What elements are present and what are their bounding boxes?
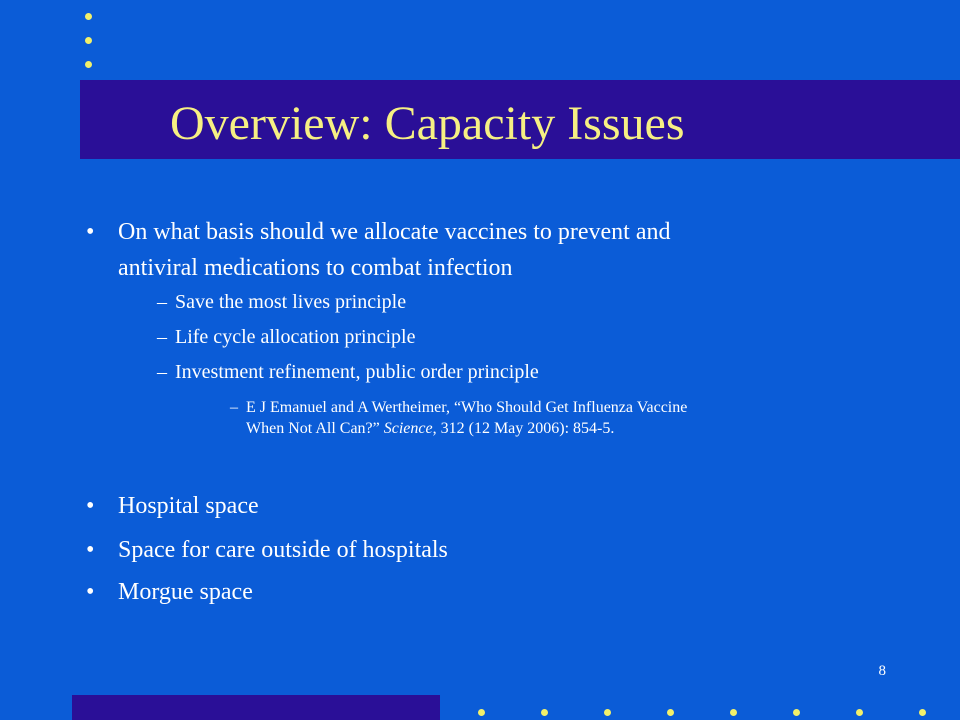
- citation-journal: Science: [383, 420, 433, 437]
- main-bullet-1-marker: •: [86, 219, 95, 245]
- decorative-dot-bottom-3: [604, 709, 611, 716]
- main-bullet-1-line-2: antiviral medications to combat infection: [118, 255, 513, 281]
- slide-title: Overview: Capacity Issues: [170, 97, 685, 150]
- decorative-dot-bottom-2: [541, 709, 548, 716]
- citation-line-2-end: , 312 (12 May 2006): 854-5.: [432, 420, 615, 437]
- sub-bullet-3-marker: –: [157, 361, 167, 383]
- citation-line-2-start: When Not All Can?”: [246, 420, 384, 437]
- main-bullet-4-marker: •: [86, 579, 95, 605]
- sub-bullet-2-marker: –: [157, 326, 167, 348]
- citation-marker: –: [230, 399, 238, 416]
- sub-bullet-2-text: Life cycle allocation principle: [175, 326, 416, 348]
- sub-bullet-3-text: Investment refinement, public order principle: [175, 361, 539, 383]
- decorative-dot-bottom-4: [667, 709, 674, 716]
- main-bullet-3-marker: •: [86, 537, 95, 563]
- main-bullet-3-text: Space for care outside of hospitals: [118, 537, 448, 563]
- footer-band: [72, 695, 440, 720]
- sub-bullet-1-text: Save the most lives principle: [175, 291, 407, 313]
- decorative-dot-bottom-7: [856, 709, 863, 716]
- main-bullet-2-marker: •: [86, 493, 95, 519]
- decorative-dot-bottom-1: [478, 709, 485, 716]
- citation-line-1: E J Emanuel and A Wertheimer, “Who Should Get Influenza Vaccine: [246, 399, 688, 416]
- main-bullet-2-text: Hospital space: [118, 493, 259, 519]
- decorative-dot-bottom-5: [730, 709, 737, 716]
- main-bullet-1-line-1: On what basis should we allocate vaccines to prevent and: [118, 219, 671, 245]
- citation-line-2: [246, 419, 614, 439]
- sub-bullet-1-marker: –: [157, 291, 167, 313]
- slide-page-number: 8: [878, 663, 886, 679]
- decorative-dot-bottom-8: [919, 709, 926, 716]
- decorative-dot-bottom-6: [793, 709, 800, 716]
- main-bullet-4-text: Morgue space: [118, 579, 253, 605]
